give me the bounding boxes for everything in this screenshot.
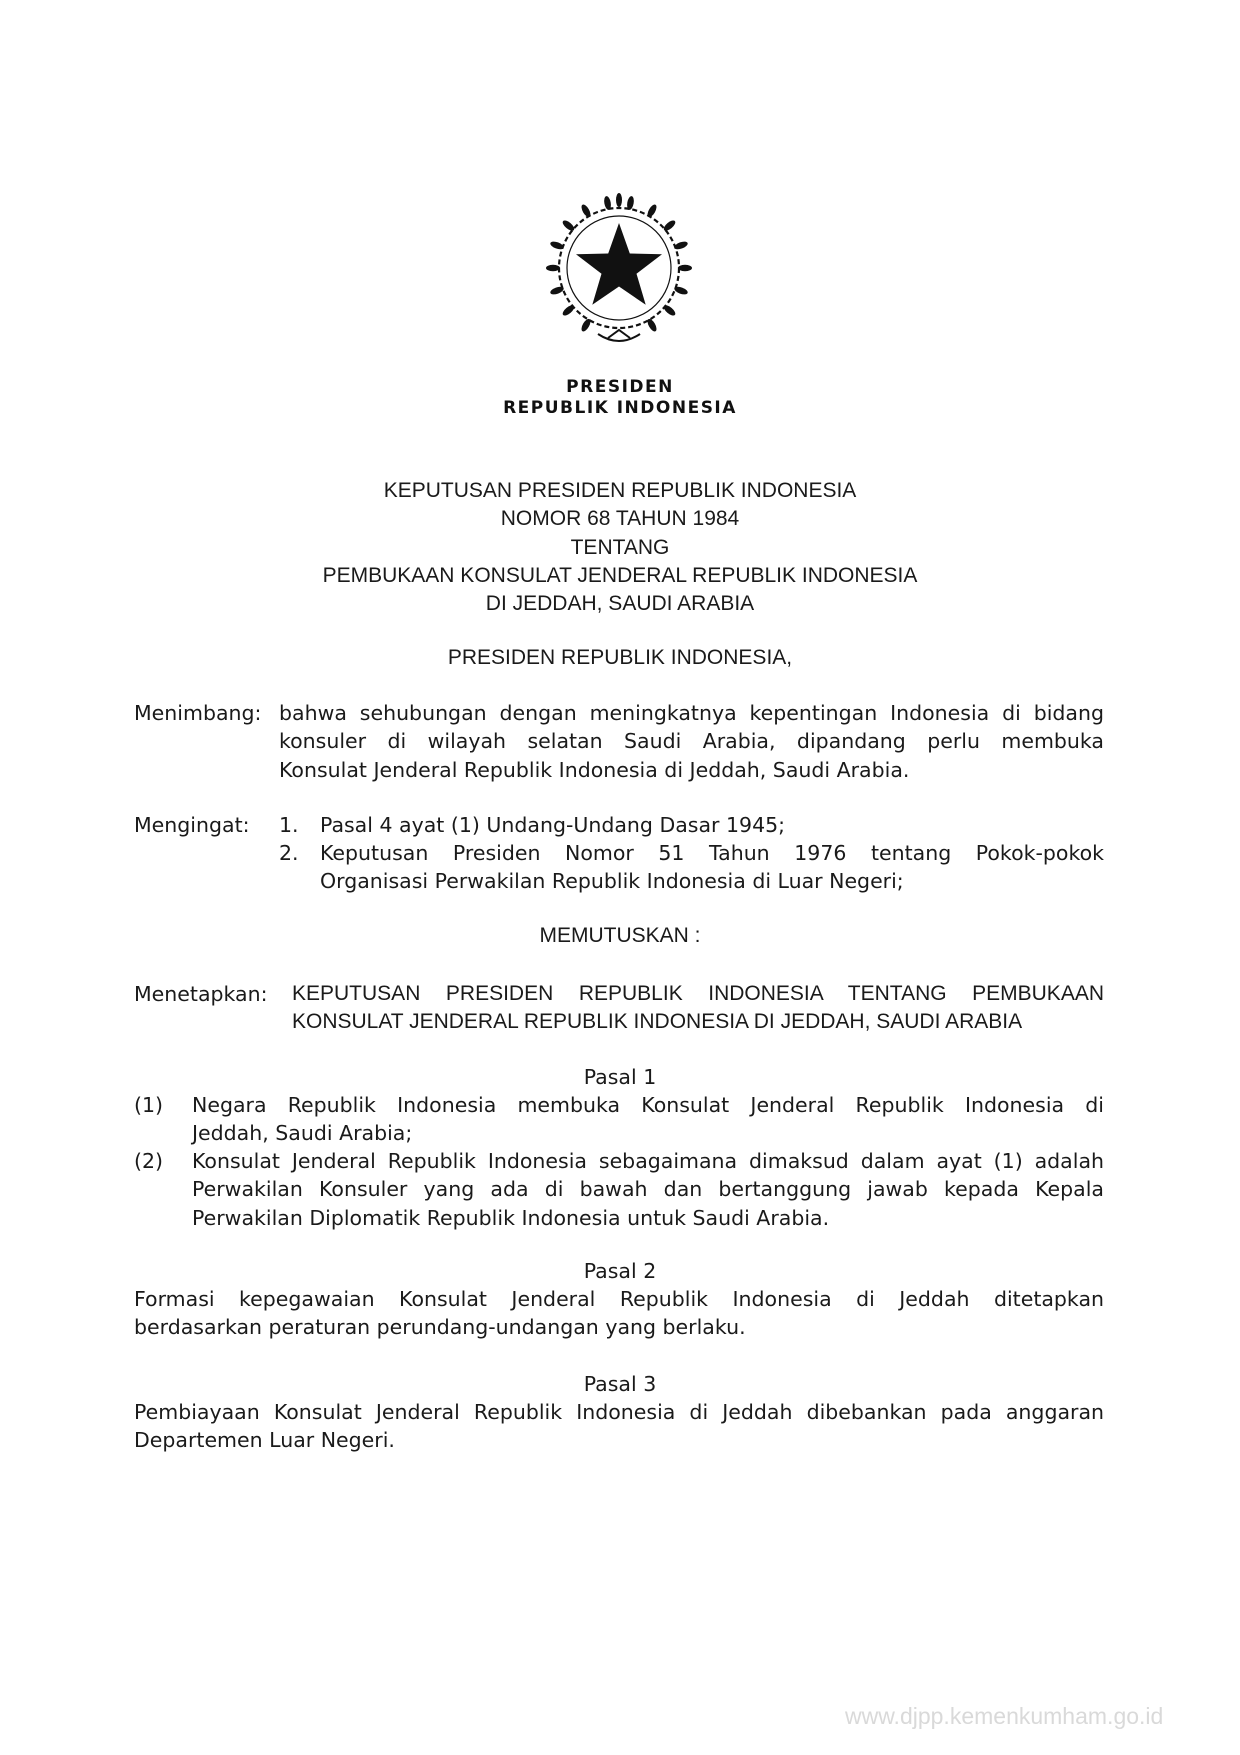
pasal-1-item-1-line-1: Negara Republik Indonesia membuka Konsulat Jenderal Republik Indonesia di bbox=[192, 1093, 1104, 1117]
pasal-1-item-2 bbox=[192, 1147, 1104, 1232]
mengingat-item-2-line-2: Organisasi Perwakilan Republik Indonesia di Luar Negeri; bbox=[320, 869, 904, 894]
menimbang-line-1: bahwa sehubungan dengan meningkatnya kepentingan Indonesia di bidang bbox=[279, 701, 1104, 725]
menetapkan-label: Menetapkan: bbox=[134, 982, 268, 1006]
preamble: PRESIDEN REPUBLIK INDONESIA, bbox=[447, 646, 793, 669]
title-line-1: KEPUTUSAN PRESIDEN REPUBLIK INDONESIA bbox=[383, 479, 857, 502]
pasal-3-text bbox=[134, 1398, 1104, 1455]
menetapkan-line-1: KEPUTUSAN PRESIDEN REPUBLIK INDONESIA TENTANG PEMBUKAAN bbox=[292, 982, 1104, 1005]
pasal-3-line-1: Pembiayaan Konsulat Jenderal Republik Indonesia di Jeddah dibebankan pada anggaran bbox=[134, 1400, 1104, 1424]
title-line-4: PEMBUKAAN KONSULAT JENDERAL REPUBLIK INDONESIA bbox=[322, 563, 918, 587]
presidential-star-emblem bbox=[538, 188, 701, 353]
pasal-3-heading: Pasal 3 bbox=[583, 1372, 657, 1396]
emblem-caption bbox=[470, 377, 770, 419]
pasal-1-num-2: (2) bbox=[134, 1149, 164, 1173]
emblem-caption-line1: PRESIDEN bbox=[566, 377, 674, 397]
menimbang-label: Menimbang: bbox=[134, 701, 262, 725]
pasal-1-item-1-line-2: Jeddah, Saudi Arabia; bbox=[192, 1121, 413, 1146]
pasal-1-item-1 bbox=[192, 1091, 1104, 1148]
pasal-1-item-2-line-3: Perwakilan Diplomatik Republik Indonesia untuk Saudi Arabia. bbox=[192, 1205, 830, 1230]
pasal-1-num-1: (1) bbox=[134, 1093, 164, 1117]
pasal-2-text bbox=[134, 1285, 1104, 1342]
mengingat-item-2 bbox=[320, 839, 1104, 896]
emblem-caption-line2: REPUBLIK INDONESIA bbox=[503, 398, 737, 418]
mengingat-item-1 bbox=[320, 811, 1104, 839]
mengingat-num-1: 1. bbox=[279, 813, 299, 837]
title-line-3: TENTANG bbox=[570, 535, 670, 559]
document-title bbox=[200, 477, 1040, 618]
menimbang-line-3: Konsulat Jenderal Republik Indonesia di Jeddah, Saudi Arabia. bbox=[279, 757, 910, 782]
menetapkan-line-2: KONSULAT JENDERAL REPUBLIK INDONESIA DI JEDDAH, SAUDI ARABIA bbox=[292, 1010, 1023, 1034]
pasal-2-line-2: berdasarkan peraturan perundang-undangan yang berlaku. bbox=[134, 1315, 746, 1340]
pasal-1-heading: Pasal 1 bbox=[583, 1065, 657, 1089]
title-line-5: DI JEDDAH, SAUDI ARABIA bbox=[485, 592, 755, 616]
mengingat-item-1-line-1: Pasal 4 ayat (1) Undang-Undang Dasar 1945; bbox=[320, 813, 786, 837]
title-line-2: NOMOR 68 TAHUN 1984 bbox=[500, 507, 740, 531]
menimbang-text bbox=[279, 699, 1104, 784]
pasal-1-item-2-line-2: Perwakilan Konsuler yang ada di bawah dan bertanggung jawab kepada Kepala bbox=[192, 1177, 1104, 1202]
memutuskan-heading: MEMUTUSKAN : bbox=[539, 924, 701, 947]
mengingat-label: Mengingat: bbox=[134, 813, 250, 837]
mengingat-num-2: 2. bbox=[279, 841, 299, 865]
pasal-3-line-2: Departemen Luar Negeri. bbox=[134, 1428, 395, 1453]
menimbang-line-2: konsuler di wilayah selatan Saudi Arabia, dipandang perlu membuka bbox=[279, 729, 1104, 754]
pasal-2-heading: Pasal 2 bbox=[583, 1259, 657, 1283]
pasal-2-line-1: Formasi kepegawaian Konsulat Jenderal Republik Indonesia di Jeddah ditetapkan bbox=[134, 1287, 1104, 1311]
pasal-1-item-2-line-1: Konsulat Jenderal Republik Indonesia sebagaimana dimaksud dalam ayat (1) adalah bbox=[192, 1149, 1104, 1173]
mengingat-item-2-line-1: Keputusan Presiden Nomor 51 Tahun 1976 tentang Pokok-pokok bbox=[320, 841, 1104, 865]
menetapkan-text bbox=[292, 980, 1104, 1037]
watermark-url: www.djpp.kemenkumham.go.id bbox=[845, 1703, 1164, 1729]
